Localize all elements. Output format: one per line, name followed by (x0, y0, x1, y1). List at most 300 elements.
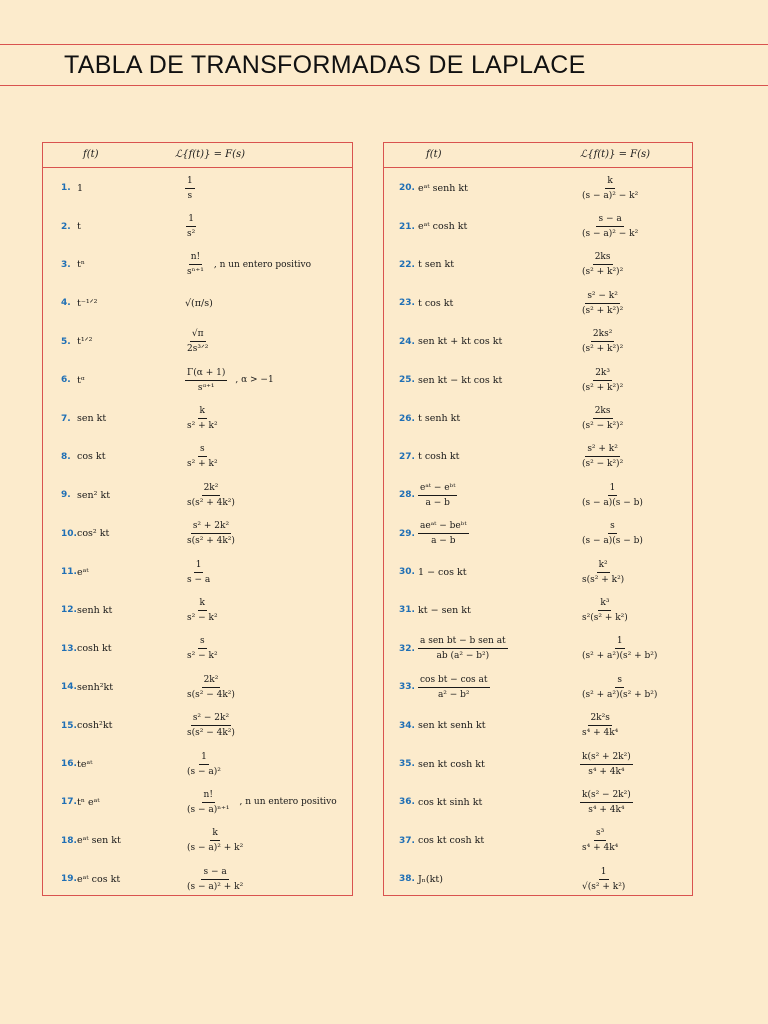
transform-fraction (185, 712, 237, 739)
row-number: 21. (399, 221, 415, 232)
table-row (384, 553, 692, 591)
function-cell (77, 860, 120, 898)
transform-cell (185, 860, 245, 898)
transform-expression: √(π/s) (185, 297, 213, 309)
transform-cell (580, 591, 630, 629)
transform-cell (185, 284, 213, 322)
table-header (384, 143, 692, 168)
function-expression: sen kt (77, 413, 107, 425)
function-expression: tⁿ eᵃᵗ (77, 796, 100, 808)
row-number: 18. (61, 835, 77, 846)
transform-fraction (185, 674, 237, 701)
function-denominator: a − b (431, 536, 456, 547)
transform-fraction (580, 251, 625, 278)
transform-fraction (185, 367, 227, 394)
table-row (43, 783, 352, 821)
function-expression: teᵃᵗ (77, 758, 93, 770)
table-row (384, 246, 692, 284)
transform-fraction (185, 328, 210, 355)
transform-cell (185, 246, 311, 284)
transform-numerator: 1 (599, 866, 609, 880)
row-number: 29. (399, 528, 415, 539)
transform-denominator: s(s² − 4k²) (187, 728, 235, 739)
transform-fraction (580, 213, 640, 240)
table-row (384, 361, 692, 399)
transform-fraction (185, 866, 245, 893)
table-row (384, 284, 692, 322)
function-expression: t¹ᐟ² (77, 336, 93, 348)
function-cell (77, 745, 92, 783)
transform-numerator: 1 (608, 482, 618, 496)
function-cell (418, 860, 443, 898)
table-right (383, 142, 693, 896)
transform-numerator: 2k² (202, 674, 221, 688)
function-expression: t sen kt (418, 259, 455, 271)
table-row (384, 591, 692, 629)
transform-denominator: s⁴ + 4k⁴ (582, 843, 619, 854)
function-cell (418, 822, 484, 860)
transform-fraction (185, 635, 220, 662)
transform-fraction (185, 789, 232, 816)
function-cell (77, 399, 106, 437)
transform-denominator: (s² + k²)² (582, 344, 624, 355)
function-cell (418, 553, 467, 591)
function-expression: senh kt (77, 604, 113, 616)
function-fraction (418, 482, 457, 509)
transform-denominator: s² + k² (187, 459, 218, 470)
transform-numerator: 2k³ (593, 367, 612, 381)
transform-denominator: (s − a)² − k² (582, 229, 639, 240)
transform-denominator: (s − a)² + k² (187, 843, 244, 854)
table-row (43, 706, 352, 744)
transform-denominator: s⁴ + 4k⁴ (588, 804, 625, 815)
table-row (43, 169, 352, 207)
function-fraction (418, 520, 469, 547)
transform-numerator: k³ (598, 597, 611, 611)
column-header-f: f(t) (83, 149, 99, 160)
transform-fraction (580, 482, 645, 509)
transform-denominator: (s − a)(s − b) (582, 497, 643, 508)
transform-denominator: s(s² − 4k²) (187, 689, 235, 700)
function-expression: cos kt cosh kt (418, 835, 485, 847)
transform-fraction (185, 251, 206, 278)
column-header-f: f(t) (426, 149, 442, 160)
transform-numerator: s (608, 520, 617, 534)
transform-numerator: k (198, 405, 207, 419)
transform-numerator: 2k² (202, 482, 221, 496)
table-row (43, 476, 352, 514)
row-number: 30. (399, 567, 415, 578)
transform-cell (580, 745, 633, 783)
function-cell (418, 169, 468, 207)
transform-fraction (580, 789, 633, 816)
transform-cell (580, 822, 620, 860)
transform-cell (185, 207, 197, 245)
function-expression: cos kt sinh kt (418, 796, 483, 808)
function-cell (418, 668, 490, 706)
transform-denominator: sᵅ⁺¹ (197, 382, 215, 393)
row-number: 32. (399, 643, 415, 654)
transform-fraction (185, 405, 220, 432)
function-cell (77, 630, 112, 668)
transform-denominator: (s² + a²)(s² + b²) (582, 651, 658, 662)
transform-numerator: s³ (594, 827, 606, 841)
function-expression: t⁻¹ᐟ² (77, 297, 98, 309)
transform-cell (185, 706, 237, 744)
function-cell (418, 399, 460, 437)
transform-denominator: (s² + a²)(s² + b²) (582, 689, 658, 700)
row-number: 17. (61, 797, 77, 808)
transform-denominator: s(s² + k²) (582, 574, 625, 585)
transform-denominator: s⁴ + 4k⁴ (588, 766, 625, 777)
transform-cell (185, 169, 195, 207)
table-row (43, 630, 352, 668)
title-band (0, 44, 768, 86)
table-row (384, 706, 692, 744)
table-row (43, 246, 352, 284)
function-expression: 1 − cos kt (418, 566, 467, 578)
transform-denominator: (s − a)(s − b) (582, 536, 643, 547)
rows-right (384, 169, 692, 898)
row-number: 1. (61, 183, 71, 194)
transform-denominator: s²(s² + k²) (582, 612, 628, 623)
table-header (43, 143, 352, 168)
transform-fraction (580, 290, 625, 317)
function-cell (77, 591, 112, 629)
transform-fraction (580, 712, 620, 739)
function-expression: sen kt − kt cos kt (418, 374, 503, 386)
function-cell (418, 323, 502, 361)
transform-cell (580, 323, 625, 361)
row-number: 14. (61, 682, 77, 693)
row-number: 25. (399, 375, 415, 386)
function-expression: cos² kt (77, 528, 110, 540)
transform-cell (580, 207, 640, 245)
function-cell (77, 822, 121, 860)
row-number: 3. (61, 259, 71, 270)
transform-denominator: (s² − k²)² (582, 459, 624, 470)
function-cell (418, 591, 471, 629)
transform-cell (580, 783, 633, 821)
function-expression: t cosh kt (418, 451, 460, 463)
table-row (43, 399, 352, 437)
transform-note: , n un entero positivo (213, 259, 312, 270)
transform-fraction (185, 827, 245, 854)
row-number: 5. (61, 336, 71, 347)
transform-numerator: n! (202, 789, 215, 803)
function-expression: cosh²kt (77, 720, 113, 732)
transform-denominator: (s − a)² (187, 766, 221, 777)
function-cell (418, 284, 453, 322)
transform-denominator: (s − a)² − k² (582, 190, 639, 201)
transform-cell (185, 399, 220, 437)
function-expression: 1 (77, 182, 84, 194)
function-cell (418, 630, 508, 668)
table-row (43, 591, 352, 629)
column-header-F: ℒ{f(t)} = F(s) (580, 149, 651, 160)
function-expression: cos kt (77, 451, 106, 463)
transform-numerator: s − a (201, 866, 228, 880)
transform-denominator: s² + k² (187, 421, 218, 432)
function-cell (418, 476, 457, 514)
row-number: 2. (61, 221, 71, 232)
transform-denominator: s (187, 190, 193, 201)
function-denominator: ab (a² − b²) (436, 651, 490, 662)
transform-denominator: sⁿ⁺¹ (187, 267, 204, 278)
row-number: 27. (399, 451, 415, 462)
function-cell (77, 476, 110, 514)
table-row (384, 323, 692, 361)
table-row (384, 169, 692, 207)
transform-cell (580, 284, 625, 322)
transform-numerator: 1 (615, 635, 625, 649)
transform-numerator: Γ(α + 1) (185, 367, 227, 381)
transform-denominator: (s² + k²)² (582, 305, 624, 316)
function-cell (77, 515, 109, 553)
row-number: 37. (399, 835, 415, 846)
transform-cell (580, 246, 625, 284)
transform-note: , n un entero positivo (239, 797, 337, 808)
table-row (43, 323, 352, 361)
transform-denominator: s² − k² (187, 651, 218, 662)
row-number: 16. (61, 759, 77, 770)
transform-fraction (185, 597, 220, 624)
function-numerator: a sen bt − b sen at (418, 635, 508, 649)
transform-numerator: k(s² + 2k²) (580, 751, 633, 765)
transform-numerator: s (198, 443, 207, 457)
function-cell (418, 361, 502, 399)
transform-numerator: √π (190, 328, 206, 342)
table-row (43, 284, 352, 322)
function-expression: t cos kt (418, 297, 454, 309)
transform-numerator: 2k²s (588, 712, 611, 726)
transform-fraction (185, 443, 220, 470)
transform-cell (580, 476, 645, 514)
row-number: 38. (399, 874, 415, 885)
row-number: 34. (399, 720, 415, 731)
row-number: 7. (61, 413, 71, 424)
transform-fraction (580, 443, 625, 470)
transform-denominator: (s² + k²)² (582, 382, 624, 393)
transform-fraction (185, 751, 223, 778)
transform-cell (580, 399, 625, 437)
transform-fraction (580, 751, 633, 778)
function-cell (77, 783, 100, 821)
function-expression: sen kt cosh kt (418, 758, 485, 770)
table-row (384, 783, 692, 821)
row-number: 19. (61, 874, 77, 885)
function-expression: eᵃᵗ (77, 566, 89, 578)
function-expression: eᵃᵗ sen kt (77, 835, 121, 847)
function-expression: sen kt + kt cos kt (418, 336, 503, 348)
table-row (43, 745, 352, 783)
transform-numerator: 2ks² (591, 328, 614, 342)
transform-denominator: (s − a)² + k² (187, 881, 244, 892)
transform-cell (580, 438, 625, 476)
transform-numerator: k (198, 597, 207, 611)
function-cell (418, 783, 482, 821)
function-cell (77, 668, 113, 706)
transform-denominator: (s² + k²)² (582, 267, 624, 278)
row-number: 11. (61, 567, 77, 578)
function-denominator: a² − b² (437, 689, 470, 700)
row-number: 15. (61, 720, 77, 731)
transform-numerator: k² (597, 559, 610, 573)
transform-cell (185, 822, 245, 860)
row-number: 6. (61, 375, 71, 386)
function-cell (77, 706, 112, 744)
transform-numerator: s² − k² (585, 290, 620, 304)
function-cell (418, 745, 485, 783)
function-fraction (418, 635, 508, 662)
transform-numerator: 2ks (593, 251, 613, 265)
function-expression: eᵃᵗ cosh kt (418, 221, 468, 233)
transform-denominator: s − a (187, 574, 211, 585)
transform-numerator: s (615, 674, 624, 688)
function-cell (77, 553, 89, 591)
function-fraction (418, 674, 490, 701)
transform-denominator: s⁴ + 4k⁴ (582, 728, 619, 739)
table-row (43, 860, 352, 898)
transform-cell (580, 169, 640, 207)
row-number: 8. (61, 451, 71, 462)
transform-fraction (185, 213, 197, 240)
function-cell (77, 284, 97, 322)
table-row (43, 822, 352, 860)
transform-denominator: s(s² + 4k²) (187, 536, 235, 547)
transform-numerator: 1 (185, 175, 195, 189)
transform-fraction (185, 482, 237, 509)
transform-numerator: 1 (194, 559, 204, 573)
transform-cell (185, 553, 212, 591)
rows-left (43, 169, 352, 898)
transform-fraction (580, 635, 659, 662)
function-expression: kt − sen kt (418, 604, 471, 616)
transform-denominator: 2s³ᐟ² (187, 344, 209, 355)
row-number: 20. (399, 183, 415, 194)
transform-numerator: s² + 2k² (191, 520, 231, 534)
table-row (43, 207, 352, 245)
function-cell (418, 706, 486, 744)
table-row (384, 745, 692, 783)
function-expression: cosh kt (77, 643, 112, 655)
function-expression: sen kt senh kt (418, 720, 486, 732)
transform-denominator: (s² − k²)² (582, 421, 624, 432)
transform-cell (580, 706, 620, 744)
function-numerator: cos bt − cos at (418, 674, 490, 688)
table-row (43, 515, 352, 553)
transform-cell (185, 438, 220, 476)
function-cell (77, 438, 106, 476)
table-row (384, 822, 692, 860)
transform-cell (185, 783, 337, 821)
function-numerator: aeᵃᵗ − beᵇᵗ (418, 520, 469, 534)
function-expression: t (77, 221, 81, 233)
function-denominator: a − b (425, 497, 450, 508)
transform-numerator: s² + k² (585, 443, 620, 457)
transform-cell (580, 630, 659, 668)
function-cell (77, 169, 83, 207)
function-numerator: eᵃᵗ − eᵇᵗ (418, 482, 457, 496)
row-number: 4. (61, 298, 71, 309)
table-row (43, 438, 352, 476)
transform-note: , α > −1 (235, 375, 274, 386)
transform-fraction (185, 175, 195, 202)
transform-cell (185, 323, 210, 361)
transform-fraction (580, 367, 625, 394)
row-number: 28. (399, 490, 415, 501)
table-row (384, 860, 692, 898)
row-number: 35. (399, 759, 415, 770)
transform-fraction (580, 328, 625, 355)
row-number: 33. (399, 682, 415, 693)
row-number: 13. (61, 643, 77, 654)
transform-cell (185, 476, 237, 514)
transform-fraction (580, 827, 620, 854)
transform-cell (580, 515, 645, 553)
row-number: 23. (399, 298, 415, 309)
column-header-F: ℒ{f(t)} = F(s) (175, 149, 246, 160)
transform-numerator: k (210, 827, 219, 841)
transform-fraction (580, 175, 640, 202)
transform-numerator: s (198, 635, 207, 649)
function-expression: t senh kt (418, 413, 461, 425)
transform-cell (185, 361, 274, 399)
transform-cell (580, 860, 627, 898)
transform-denominator: s(s² + 4k²) (187, 497, 235, 508)
table-left (42, 142, 353, 896)
function-cell (418, 207, 467, 245)
transform-denominator: s² − k² (187, 612, 218, 623)
transform-numerator: k (605, 175, 614, 189)
table-row (43, 553, 352, 591)
function-cell (418, 515, 469, 553)
row-number: 36. (399, 797, 415, 808)
row-number: 31. (399, 605, 415, 616)
transform-cell (185, 515, 237, 553)
transform-fraction (580, 597, 630, 624)
table-row (384, 515, 692, 553)
row-number: 22. (399, 259, 415, 270)
function-cell (77, 323, 92, 361)
transform-numerator: s² − 2k² (191, 712, 231, 726)
row-number: 26. (399, 413, 415, 424)
transform-fraction (185, 559, 212, 586)
function-cell (418, 438, 459, 476)
transform-numerator: s − a (596, 213, 623, 227)
table-row (384, 399, 692, 437)
function-expression: Jₙ(kt) (418, 873, 443, 885)
transform-numerator: k(s² − 2k²) (580, 789, 633, 803)
function-expression: tⁿ (77, 259, 85, 271)
transform-fraction (580, 559, 626, 586)
function-expression: senh²kt (77, 681, 114, 693)
function-cell (77, 246, 85, 284)
row-number: 24. (399, 336, 415, 347)
function-cell (77, 207, 81, 245)
transform-cell (185, 630, 220, 668)
transform-fraction (580, 520, 645, 547)
row-number: 9. (61, 490, 71, 501)
transform-cell (185, 668, 237, 706)
transform-cell (580, 668, 659, 706)
table-row (384, 438, 692, 476)
transform-denominator: s² (187, 229, 196, 240)
function-expression: sen² kt (77, 489, 111, 501)
transform-cell (580, 361, 625, 399)
page-title: TABLA DE TRANSFORMADAS DE LAPLACE (64, 51, 586, 79)
transform-cell (185, 591, 220, 629)
